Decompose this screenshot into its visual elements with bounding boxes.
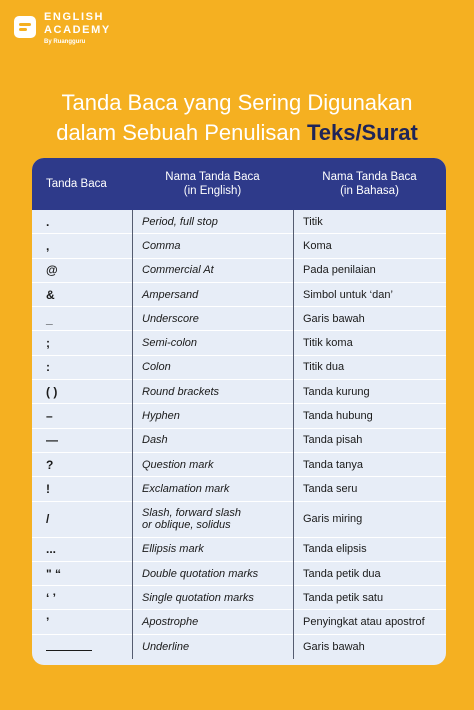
symbol-cell: / [46, 512, 50, 527]
table-row [32, 502, 446, 538]
bahasa-cell: Penyingkat atau apostrof [303, 616, 425, 629]
symbol-cell: – [46, 409, 53, 424]
table-row [32, 356, 446, 380]
symbol-cell [32, 635, 132, 659]
brand-name-line1: ENGLISH [44, 11, 105, 23]
bahasa-cell: Tanda petik dua [303, 567, 381, 580]
english-cell: Apostrophe [142, 616, 199, 629]
symbol-cell: . [46, 214, 50, 229]
table-row [32, 538, 446, 562]
symbol-cell: _ [46, 311, 53, 326]
underline-symbol [46, 642, 92, 651]
header-english-line1: Nama Tanda Baca [165, 171, 260, 183]
title-line2-prefix: dalam Sebuah Penulisan [56, 120, 307, 145]
symbol-cell: , [46, 238, 50, 253]
punctuation-table [32, 158, 446, 665]
title-highlight: Teks/Surat [306, 120, 418, 145]
table-header [32, 158, 446, 210]
symbol-cell: " “ [46, 566, 62, 581]
table-body [32, 210, 446, 659]
table-row [32, 610, 446, 634]
symbol-cell: ; [46, 336, 50, 351]
page-title [0, 88, 474, 148]
english-cell: Underline [142, 640, 190, 653]
symbol-cell: : [46, 360, 50, 375]
bahasa-cell: Garis bawah [303, 312, 365, 325]
symbol-cell: ... [46, 542, 57, 557]
table-row [32, 380, 446, 404]
table-row [32, 562, 446, 586]
english-cell: Ellipsis mark [142, 543, 204, 556]
table-row [32, 210, 446, 234]
english-cell: Ampersand [142, 288, 199, 301]
symbol-cell: ( ) [46, 384, 58, 399]
bahasa-cell: Tanda kurung [303, 385, 370, 398]
english-cell: Hyphen [142, 410, 180, 423]
bahasa-cell: Titik dua [303, 361, 345, 374]
header-english-line2: (in English) [183, 185, 242, 197]
title-line2 [0, 118, 474, 148]
header-bahasa [293, 158, 446, 210]
bahasa-cell: Tanda seru [303, 482, 358, 495]
english-cell-line1: Slash, forward slash [142, 507, 242, 520]
bahasa-cell: Titik koma [303, 337, 353, 350]
header-punctuation: Tanda Baca [46, 178, 107, 190]
bahasa-cell: Tanda petik satu [303, 591, 384, 604]
english-cell: Single quotation marks [142, 591, 254, 604]
table-row [32, 404, 446, 428]
brand-logo [14, 12, 111, 45]
english-cell: Commercial At [142, 264, 214, 277]
symbol-cell: @ [46, 263, 58, 278]
english-cell: Period, full stop [142, 215, 218, 228]
english-cell: Question mark [142, 458, 214, 471]
english-cell: Round brackets [142, 385, 220, 398]
title-line1: Tanda Baca yang Sering Digunakan [61, 90, 413, 115]
symbol-cell: ? [46, 457, 54, 472]
table-row [32, 477, 446, 501]
column-divider [132, 210, 133, 659]
bahasa-cell: Garis bawah [303, 640, 365, 653]
column-divider [293, 210, 294, 659]
table-row [32, 453, 446, 477]
table-row [32, 283, 446, 307]
bahasa-cell: Pada penilaian [303, 264, 376, 277]
brand-byline: By Ruangguru [44, 39, 86, 45]
english-cell: Colon [142, 361, 171, 374]
symbol-cell: ! [46, 481, 50, 496]
chat-bubble-icon [14, 16, 36, 38]
brand-name-line2: ACADEMY [44, 24, 111, 36]
table-row [32, 331, 446, 355]
english-cell: Underscore [142, 312, 199, 325]
english-cell: Double quotation marks [142, 567, 259, 580]
table-row [32, 586, 446, 610]
english-cell: Dash [142, 434, 168, 447]
english-cell: Comma [142, 239, 181, 252]
bahasa-cell: Tanda elipsis [303, 543, 367, 556]
table-row [32, 234, 446, 258]
symbol-cell: ’ [46, 615, 50, 630]
bahasa-cell: Tanda tanya [303, 458, 363, 471]
bahasa-cell: Tanda hubung [303, 410, 373, 423]
english-cell: Semi-colon [142, 337, 198, 350]
header-english [132, 158, 293, 210]
table-row [32, 635, 446, 659]
table-row [32, 259, 446, 283]
table-row [32, 307, 446, 331]
symbol-cell: — [46, 433, 58, 448]
header-bahasa-line1: Nama Tanda Baca [322, 171, 417, 183]
header-bahasa-line2: (in Bahasa) [340, 185, 399, 197]
symbol-cell: ‘ ’ [46, 590, 57, 605]
bahasa-cell: Garis miring [303, 513, 363, 526]
english-cell [132, 502, 293, 537]
bahasa-cell: Simbol untuk ‘dan’ [303, 288, 393, 301]
bahasa-cell: Tanda pisah [303, 434, 363, 447]
bahasa-cell: Titik [303, 215, 323, 228]
table-row [32, 429, 446, 453]
bahasa-cell: Koma [303, 239, 332, 252]
symbol-cell: & [46, 287, 55, 302]
english-cell-line2: or oblique, solidus [142, 519, 231, 532]
english-cell: Exclamation mark [142, 482, 230, 495]
